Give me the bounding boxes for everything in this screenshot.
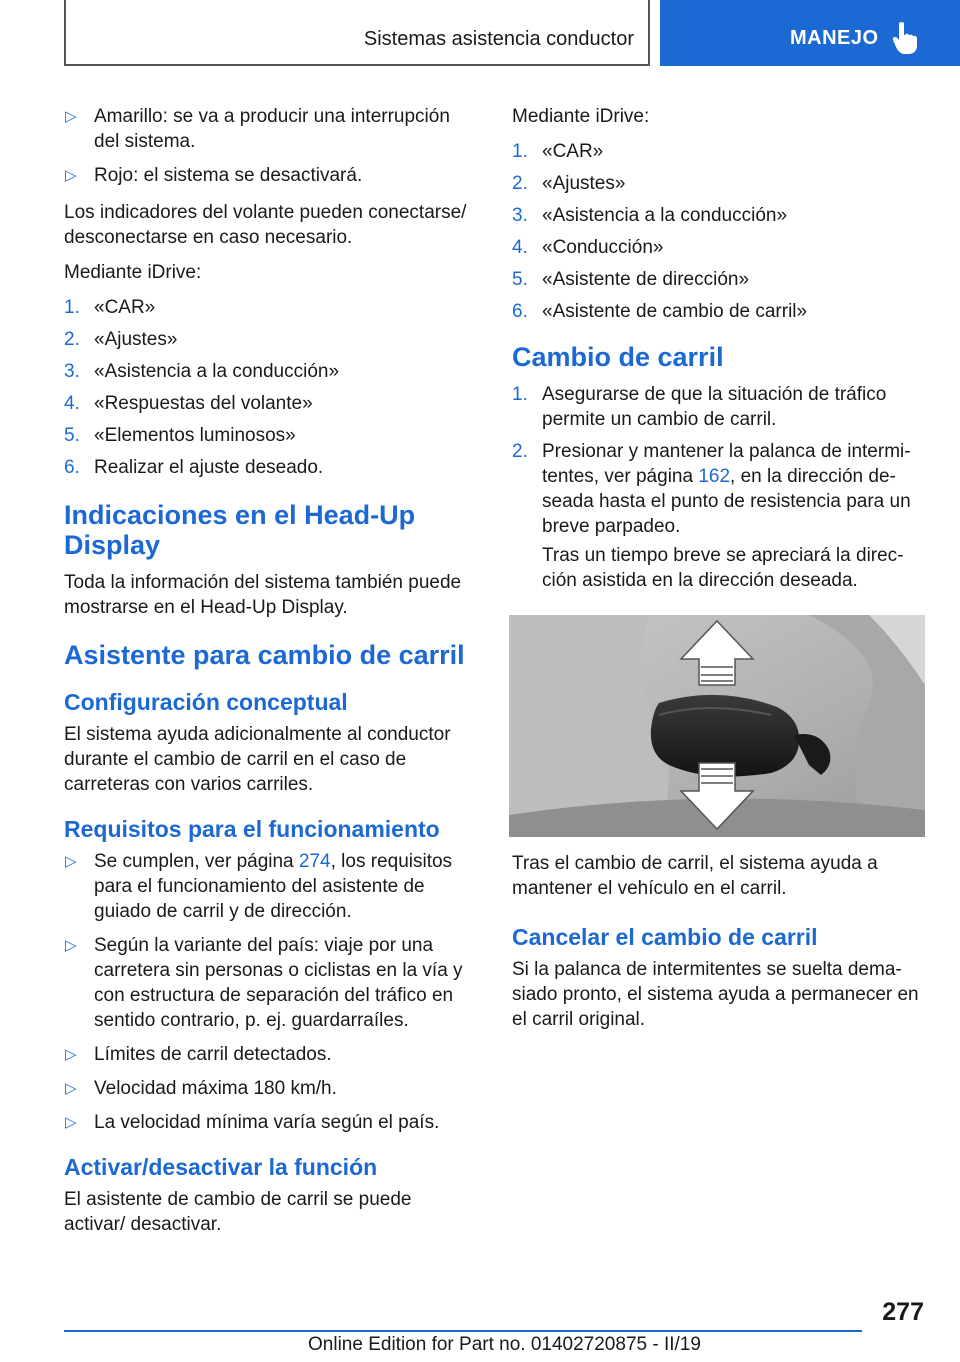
triangle-bullet-icon: ▷	[65, 1080, 77, 1097]
list-item: ▷ La velocidad mínima varía según el país.	[65, 1112, 440, 1133]
list-item: 3. «Asistencia a la conducción»	[64, 361, 340, 382]
list-item: 6. Realizar el ajuste deseado.	[64, 457, 324, 478]
list-item: 6. «Asistente de cambio de carril»	[512, 301, 808, 322]
list-item: 2. «Ajustes»	[512, 173, 626, 194]
chapter-label: MANEJO	[790, 27, 879, 49]
step-note: Tras un tiempo breve se apreciará la dirección asistida en la dirección deseada.	[542, 545, 904, 591]
header-section-box	[64, 0, 650, 66]
page-link-274[interactable]: 274	[298, 851, 331, 872]
list-item: 4. «Respuestas del volante»	[64, 393, 313, 414]
triangle-bullet-icon: ▷	[65, 937, 77, 954]
heading-cancel: Cancelar el cambio de carril	[512, 924, 818, 950]
list-item: ▷ Límites de carril detectados.	[65, 1044, 332, 1065]
triangle-bullet-icon: ▷	[65, 1046, 77, 1063]
paragraph: El asistente de cambio de carril se puede activar/ desactivar.	[64, 1189, 412, 1235]
section-title: Sistemas asistencia conductor	[363, 28, 634, 50]
triangle-bullet-icon: ▷	[65, 108, 77, 125]
list-item: 2. Presionar y mantener la palanca de intermitentes, ver página 162, en la dirección deseada hasta el punto de resistencia para un breve parpadeo. Tras un tiempo breve se apreciará la dirección asistida en la dirección deseada.	[512, 439, 924, 593]
turn-signal-lever-illustration	[509, 615, 925, 837]
list-item: 1. «CAR»	[512, 141, 604, 162]
footer-divider	[64, 1330, 862, 1332]
list-item: ▷ Rojo: el sistema se desactivará.	[65, 165, 363, 186]
list-item: 2. «Ajustes»	[64, 329, 178, 350]
lane-change-steps	[512, 382, 924, 593]
idrive-steps	[512, 139, 924, 324]
indicator-list	[64, 104, 476, 188]
heading-concept: Configuración conceptual	[64, 689, 348, 715]
requirements-list	[64, 849, 476, 1135]
paragraph: Mediante iDrive:	[512, 106, 650, 127]
list-item: ▷ Según la variante del país: viaje por una carretera sin personas o ciclistas en la vía y con estructura de separación del tráfico en sentido contrario, p. ej. guardarraíles.	[65, 935, 463, 1031]
paragraph: Los indicadores del volante pueden conectarse/ desconectarse en caso necesario.	[64, 202, 467, 248]
heading-activate: Activar/desactivar la función	[64, 1154, 378, 1180]
chapter-tab[interactable]	[660, 0, 960, 66]
list-item: 5. «Elementos luminosos»	[64, 425, 296, 446]
paragraph: El sistema ayuda adicionalmente al conductor durante el cambio de carril en el caso de carreteras con varios carriles.	[64, 724, 451, 795]
list-item: 3. «Asistencia a la conducción»	[512, 205, 788, 226]
triangle-bullet-icon: ▷	[65, 1114, 77, 1131]
paragraph: Toda la información del sistema también puede mostrarse en el Head-Up Display.	[64, 572, 462, 618]
list-item: 5. «Asistente de dirección»	[512, 269, 750, 290]
paragraph: Si la palanca de intermitentes se suelta demasiado pronto, el sistema ayuda a permanecer en el carril original.	[512, 959, 919, 1030]
left-column	[64, 104, 476, 1247]
triangle-bullet-icon: ▷	[65, 853, 77, 870]
edition-note: Online Edition for Part no. 01402720875 - II/19	[308, 1334, 701, 1355]
heading-requirements: Requisitos para el funcionamiento	[64, 816, 440, 842]
list-item: ▷ Amarillo: se va a producir una interrupción del sistema.	[65, 106, 450, 152]
paragraph: Mediante iDrive:	[64, 262, 202, 283]
list-item: ▷ Velocidad máxima 180 km/h.	[65, 1078, 337, 1099]
paragraph: Tras el cambio de carril, el sistema ayuda a mantener el vehículo en el carril.	[512, 853, 878, 899]
page-number: 277	[882, 1298, 924, 1326]
list-item: 1. «CAR»	[64, 297, 156, 318]
triangle-bullet-icon: ▷	[65, 167, 77, 184]
heading-head-up: Indicaciones en el Head-Up Display	[64, 500, 416, 560]
right-column	[512, 104, 924, 1042]
list-item: 4. «Conducción»	[512, 237, 664, 258]
hand-pointer-icon	[892, 21, 920, 55]
idrive-steps	[64, 295, 476, 480]
heading-lane-change-assistant: Asistente para cambio de carril	[64, 640, 465, 670]
list-item: ▷ Se cumplen, ver página 274, los requisitos para el funcionamiento del asistente de guiado de carril y de dirección.	[65, 851, 453, 922]
heading-lane-change: Cambio de carril	[512, 342, 724, 372]
page-link-162[interactable]: 162	[698, 466, 731, 487]
list-item: 1. Asegurarse de que la situación de tráfico permite un cambio de carril.	[512, 384, 887, 430]
